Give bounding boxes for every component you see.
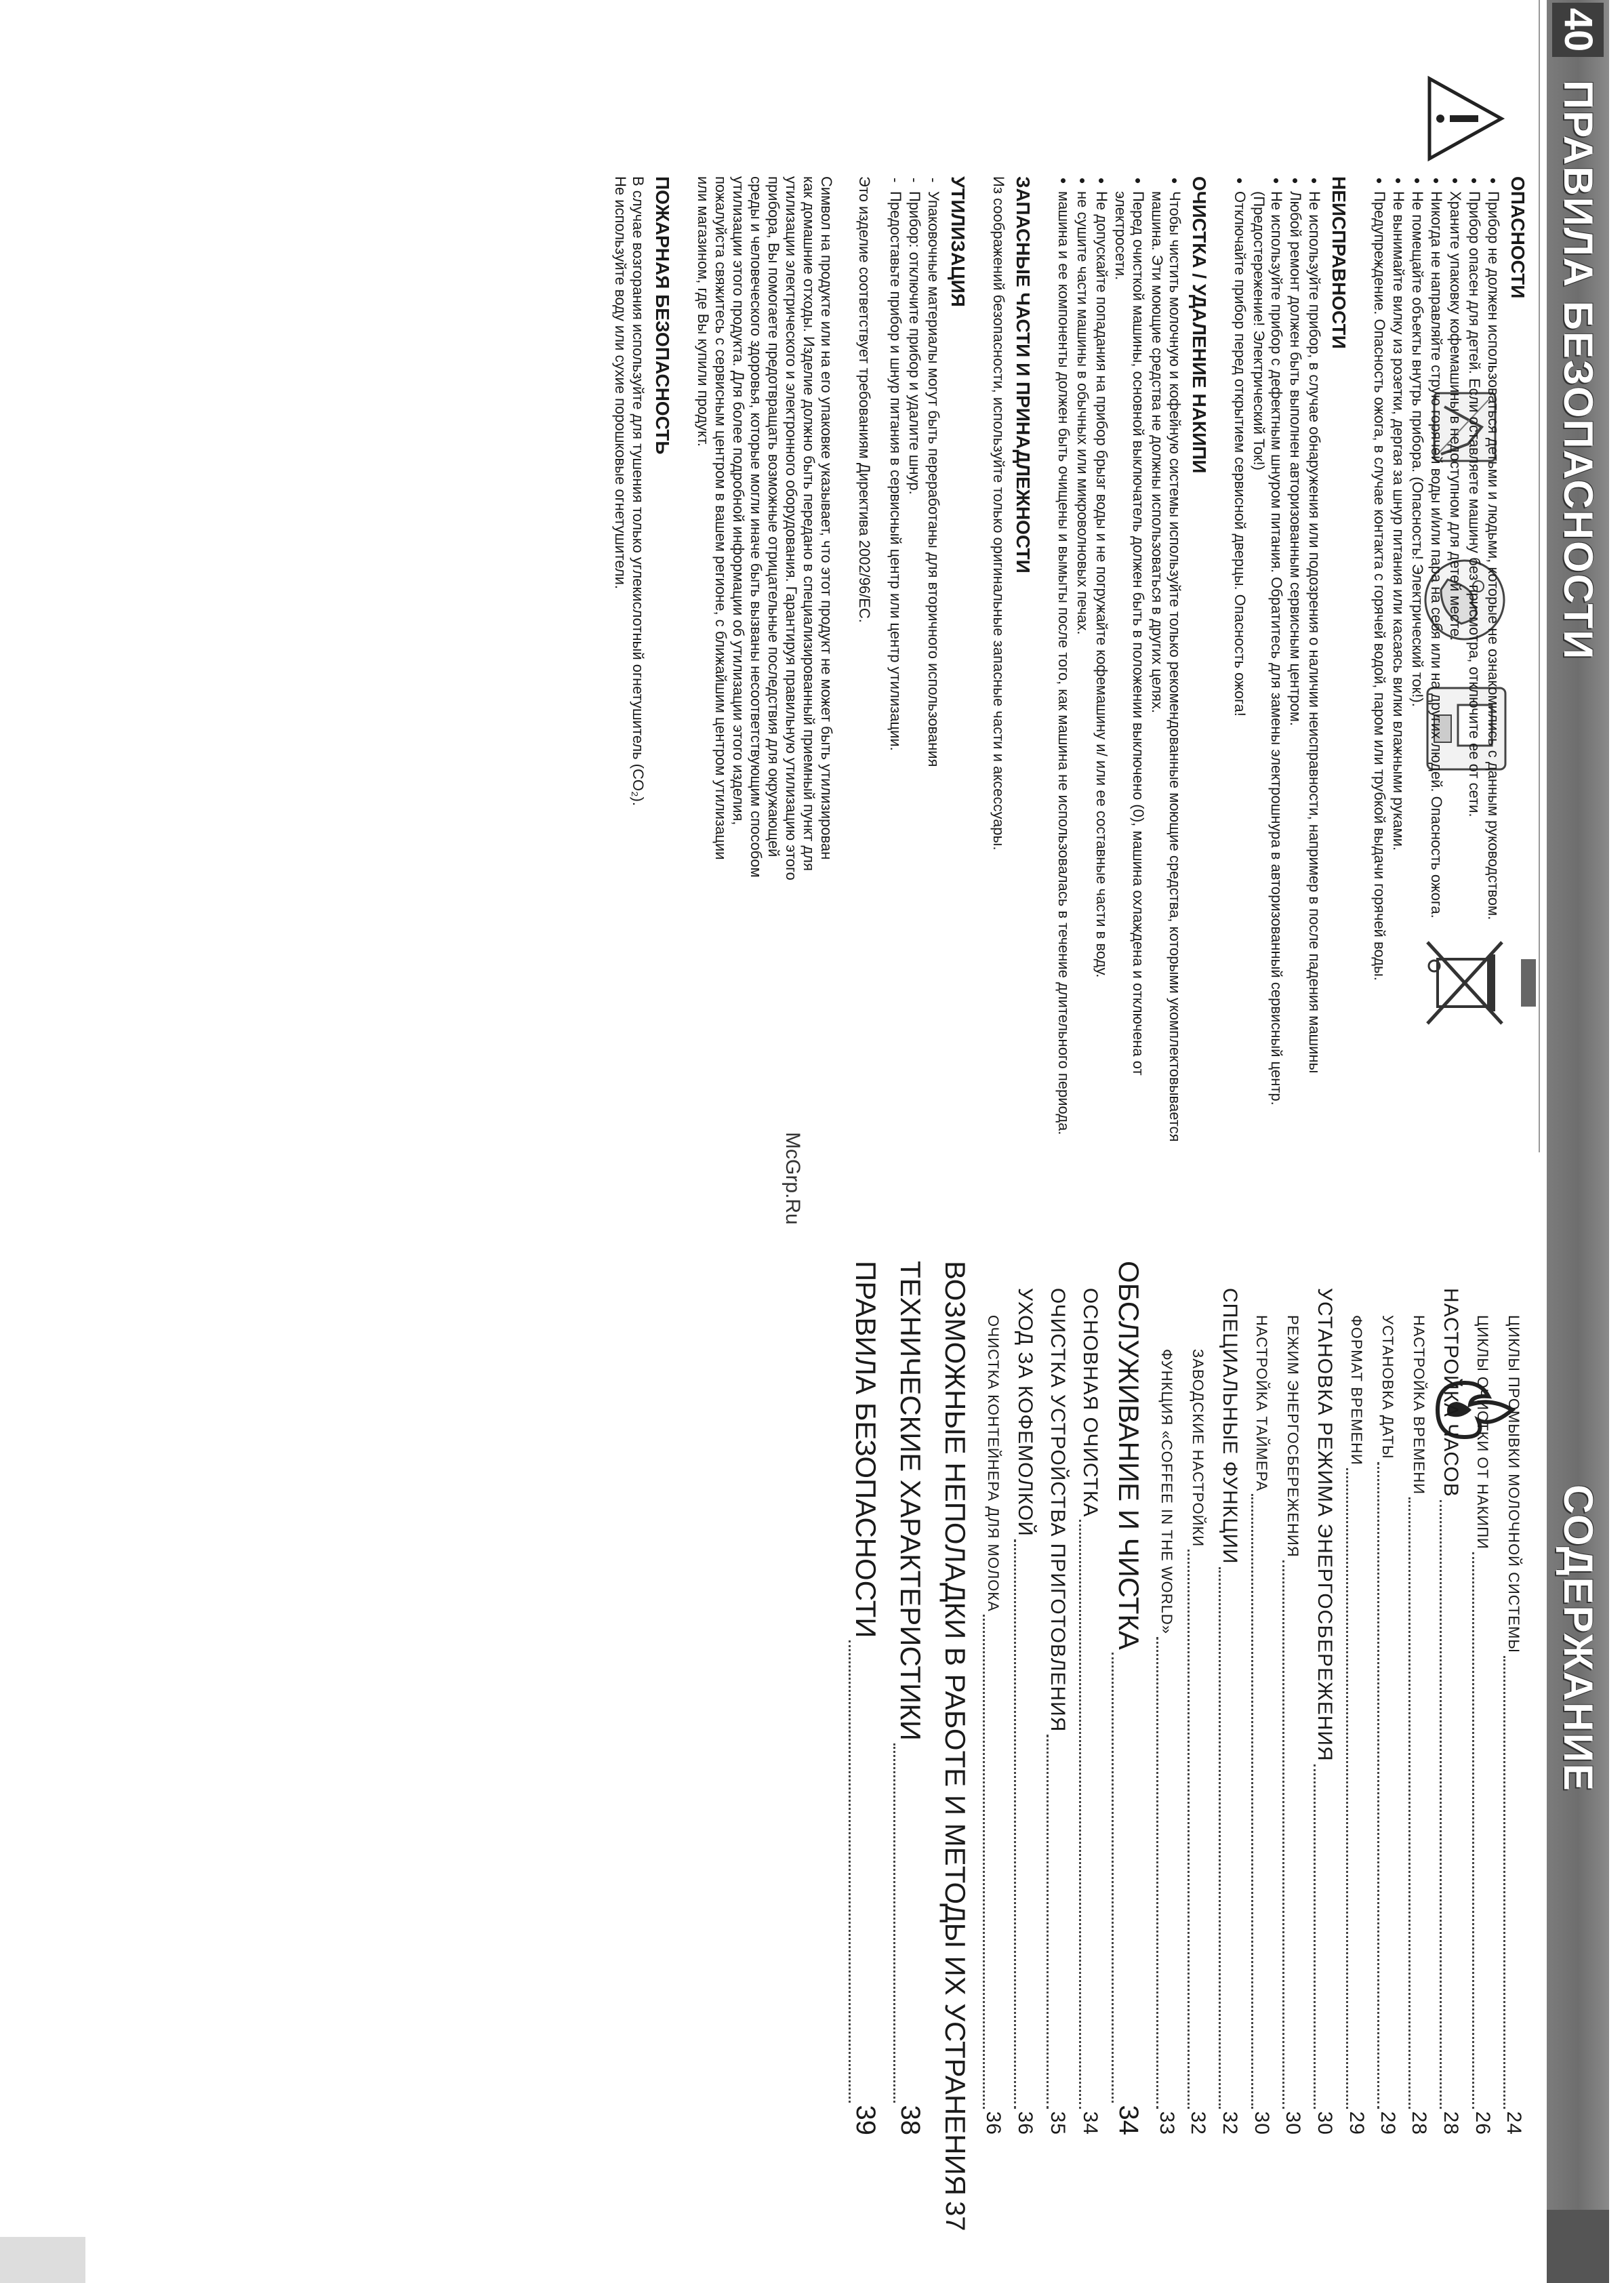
list-item: • Отключайте прибор перед открытием сервисной дверцы. Опасность ожога! bbox=[1231, 176, 1249, 1152]
safety-column bbox=[611, 176, 1529, 1152]
toc-row[interactable]: НАСТРОЙКА ТАЙМЕРА 30 bbox=[1251, 1315, 1273, 2135]
warning-triangle-icon bbox=[1424, 75, 1505, 163]
toc-row[interactable]: ЦИКЛЫ ОЧИСТКИ ОТ НАКИПИ 26 bbox=[1471, 1315, 1494, 2135]
list-item: • Не используйте прибор с дефектным шнуром питания. Обратитесь для замены электрошнура в авторизованный сервисный центр. (Предостережение! Электрический Ток!) bbox=[1250, 176, 1285, 1152]
fire-line-2: Не используйте воду или сухие порошковые огнетушители. bbox=[612, 176, 629, 590]
list-item: • Любой ремонт должен быть выполнен авторизованным сервисным центром. bbox=[1286, 176, 1304, 1152]
list-item: • Не используйте прибор, в случае обнаружения или подозрения о наличии неисправности, например в после падения машины bbox=[1305, 176, 1323, 1152]
parts-title: ЗАПАСНЫЕ ЧАСТИ И ПРИНАДЛЕЖНОСТИ bbox=[1013, 176, 1034, 573]
dangers-list bbox=[1371, 176, 1502, 1152]
list-item: • Храните упаковку кофемашины в недоступном для детей месте. bbox=[1446, 176, 1464, 1152]
fire-title: ПОЖАРНАЯ БЕЗОПАСНОСТЬ bbox=[652, 176, 673, 455]
toc-row[interactable]: РЕЖИМ ЭНЕРГОСБЕРЕЖЕНИЯ 30 bbox=[1282, 1315, 1304, 2135]
toc-row[interactable]: ВОЗМОЖНЫЕ НЕПОЛАДКИ В РАБОТЕ И МЕТОДЫ ИХ УСТРАНЕНИЯ 37 bbox=[939, 1261, 971, 2231]
toc-row[interactable]: УСТАНОВКА ДАТЫ 29 bbox=[1377, 1315, 1399, 2135]
page-number: 40 bbox=[1552, 3, 1604, 57]
header-end-block bbox=[1547, 2210, 1609, 2283]
parts-text: Из соображений безопасности, используйте только оригинальные запасные части и аксессуары. bbox=[990, 176, 1007, 851]
toc-row[interactable]: ФУНКЦИЯ «COFFEE IN THE WORLD» 33 bbox=[1156, 1349, 1178, 2135]
list-item: • Никогда не направляйте струю горячей воды и/или пара на себя или на других людей. Опасность ожога. bbox=[1427, 176, 1445, 1152]
list-item: - Прибор: отключите прибор и удалите шнур. bbox=[906, 176, 923, 1152]
toc-row[interactable]: УХОД ЗА КОФЕМОЛКОЙ 36 bbox=[1014, 1288, 1036, 2135]
list-item: • Перед очисткой машины, основной выключатель должен быть в положении выключено (0), машина охлаждена и отключена от электросети. bbox=[1112, 176, 1147, 1152]
toc-row[interactable]: ФОРМАТ ВРЕМЕНИ 29 bbox=[1345, 1315, 1368, 2135]
list-item: • машина и ее компоненты должен быть очищены и вымыты после того, как машина не использовалась в течение длительного периода. bbox=[1055, 176, 1072, 1152]
toc-row[interactable]: ОЧИСТКА КОНТЕЙНЕРА ДЛЯ МОЛОКА 36 bbox=[982, 1315, 1004, 2135]
toc-row[interactable]: ТЕХНИЧЕСКИЕ ХАРАКТЕРИСТИКИ 38 bbox=[895, 1261, 927, 2135]
toc-row[interactable]: УСТАНОВКА РЕЖИМА ЭНЕРГОСБЕРЕЖЕНИЯ 30 bbox=[1314, 1288, 1336, 2135]
fire-line-1: В случае возгорания используйте для тушения только углекислотный огнетушитель (CO₂). bbox=[630, 176, 647, 806]
toc-row[interactable]: СПЕЦИАЛЬНЫЕ ФУНКЦИИ 32 bbox=[1219, 1288, 1241, 2135]
list-item: • Предупреждение. Опасность ожога, в случае контакта с горячей водой, паром или трубкой выдачи горячей воды. bbox=[1371, 176, 1388, 1152]
faults-list bbox=[1231, 176, 1323, 1152]
list-item: • Не допускайте попадания на прибор брызг воды и не погружайте кофемашину и/ или ее составные части в воду. bbox=[1093, 176, 1110, 1152]
toc-row[interactable]: НАСТРОЙКА ЧАСОВ 28 bbox=[1440, 1288, 1462, 2135]
weee-text: Символ на продукте или на его упаковке указывает, что этот продукт не может быть утилизирован как домашние отходы. Изделие должно быть передано в специализированный приемный пункт для утилизации электрического и электронного оборудования. Гарантируя правильную утилизацию этого прибора, Вы помогаете предотвращать возможные отрицательные последствия для окружающей среды и человеческого здоровья, которые могли иначе быть вызваны несоответствующим способом утилизации этого продукта. Для более подробной информации об утилизации этого изделия, пожалуйста свяжитесь с сервисным центром в вашем регионе, с ближайшим центром утилизации или магазином, где Вы купили продукт. bbox=[695, 176, 835, 881]
dangers-title: ОПАСНОСТИ bbox=[1507, 176, 1528, 299]
list-item: • Не вынимайте вилку из розетки, дергая за шнур питания или касаясь вилки влажными руками. bbox=[1389, 176, 1407, 1152]
list-item: - Упаковочные материалы могут быть переработаны для вторичного использования bbox=[925, 176, 942, 1152]
faults-title: НЕИСПРАВНОСТИ bbox=[1328, 176, 1349, 349]
cleaning-title: ОЧИСТКА / УДАЛЕНИЕ НАКИПИ bbox=[1189, 176, 1210, 474]
toc-row[interactable]: ОСНОВНАЯ ОЧИСТКА 34 bbox=[1079, 1288, 1101, 2135]
section-title-safety: ПРАВИЛА БЕЗОПАСНОСТИ bbox=[1556, 80, 1601, 661]
toc-row[interactable]: ОЧИСТКА УСТРОЙСТВА ПРИГОТОВЛЕНИЯ 35 bbox=[1047, 1288, 1069, 2135]
toc-row[interactable]: НАСТРОЙКА ВРЕМЕНИ 28 bbox=[1408, 1315, 1430, 2135]
toc-row[interactable]: ОБСЛУЖИВАНИЕ И ЧИСТКА 34 bbox=[1113, 1261, 1145, 2135]
watermark: McGrp.Ru bbox=[781, 1132, 804, 1225]
list-item: • Прибор не должен использоваться детьми и людьми, которые не ознакомились с данным руководством. bbox=[1484, 176, 1502, 1152]
toc-row[interactable]: ЦИКЛЫ ПРОМЫВКИ МОЛОЧНОЙ СИСТЕМЫ 24 bbox=[1503, 1315, 1525, 2135]
table-of-contents bbox=[843, 1240, 1529, 2231]
section-title-contents: СОДЕРЖАНИЕ bbox=[1556, 1484, 1601, 1792]
toc-row[interactable]: ЗАВОДСКИЕ НАСТРОЙКИ 32 bbox=[1187, 1349, 1209, 2135]
scan-edge-strip bbox=[0, 2237, 85, 2283]
toc-row[interactable]: ПРАВИЛА БЕЗОПАСНОСТИ 39 bbox=[850, 1261, 882, 2135]
list-item: • не сушите части машины в обычных или микроволновых печах. bbox=[1074, 176, 1091, 1152]
list-item: • Прибор опасен для детей. Если оставляете машину без присмотра, отключите ее от сети. bbox=[1465, 176, 1483, 1152]
directive-text: Это изделие соответствует требованиям Директива 2002/96/EC. bbox=[856, 176, 873, 623]
divider bbox=[1539, 0, 1540, 1152]
cleaning-list bbox=[1055, 176, 1183, 1152]
disposal-title: УТИЛИЗАЦИЯ bbox=[948, 176, 969, 307]
header-band bbox=[1547, 0, 1609, 2283]
list-item: • Чтобы чистить молочную и кофейную системы используйте только рекомендованные моющие средства, которыми укомплектовывается машина. Эти моющие средства не должны использоваться в других целях. bbox=[1148, 176, 1183, 1152]
list-item: • Не помещайте объекты внутрь прибора. (Опасность! Электрический ток!). bbox=[1408, 176, 1426, 1152]
list-item: - Предоставьте прибор и шнур питания в сервисный центр или центр утилизации. bbox=[887, 176, 904, 1152]
disposal-list bbox=[887, 176, 942, 1152]
